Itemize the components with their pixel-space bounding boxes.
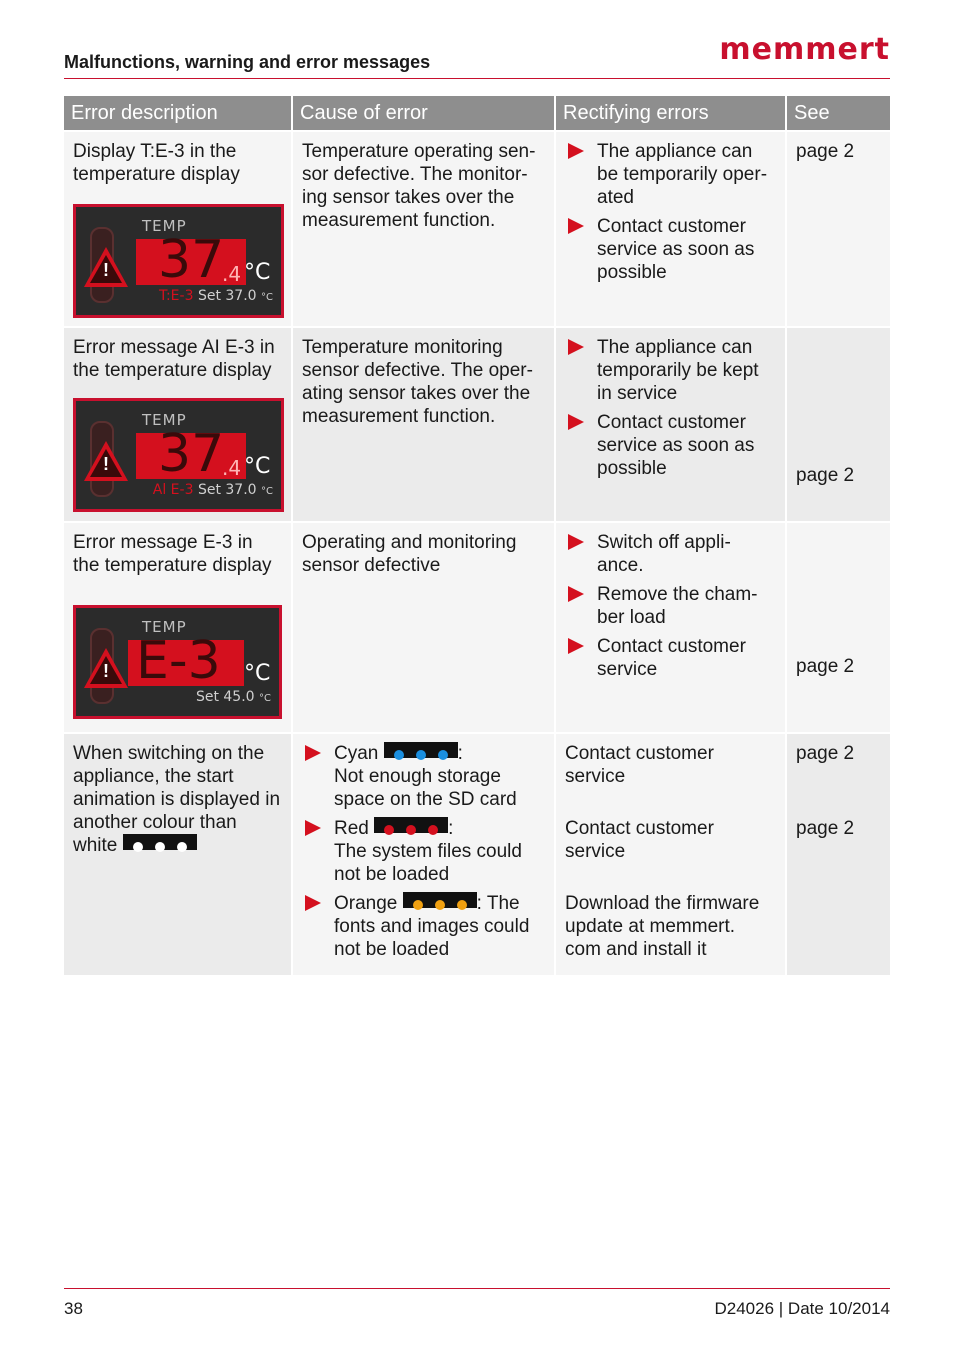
display-unit: °C bbox=[244, 454, 271, 479]
arrow-icon bbox=[305, 745, 321, 761]
document-info: D24026 | Date 10/2014 bbox=[714, 1299, 890, 1318]
cause-cell: Operating and monitoring sensor defective bbox=[293, 521, 556, 732]
display-unit: °C bbox=[244, 661, 271, 686]
page-footer bbox=[64, 1288, 890, 1318]
cause-item-red: Red : The system files could not be loaded bbox=[302, 817, 545, 886]
see-cell: page 2 bbox=[787, 326, 890, 521]
column-header: Rectifying errors bbox=[556, 96, 787, 130]
red-dots-icon bbox=[374, 817, 448, 833]
arrow-icon bbox=[305, 895, 321, 911]
display-label: TEMP bbox=[142, 618, 187, 636]
step-item: Contact customer service as soon as possible bbox=[565, 215, 776, 284]
set-value: Set 37.0 bbox=[197, 482, 257, 498]
step-item: The appliance can be temporarily oper-ated bbox=[565, 140, 776, 209]
display-value: 37 bbox=[158, 230, 225, 290]
display-label: TEMP bbox=[142, 217, 187, 235]
display-footer bbox=[159, 285, 273, 309]
remedy-text: Contact customer service bbox=[565, 743, 714, 787]
display-decimal: .4 bbox=[222, 262, 242, 286]
error-description-cell bbox=[64, 326, 293, 521]
temperature-display: ! TEMP 37 .4 °C T:E-3 Set 37.0 °C bbox=[73, 204, 284, 318]
rectify-cell bbox=[556, 326, 787, 521]
table-row bbox=[64, 326, 890, 521]
arrow-icon bbox=[568, 534, 584, 550]
cause-item-cyan: Cyan : Not enough storage space on the SD card bbox=[302, 742, 545, 811]
see-cell: page 2 page 2 bbox=[787, 732, 890, 975]
orange-dots-icon bbox=[403, 892, 477, 908]
set-unit: °C bbox=[261, 292, 273, 303]
table-row bbox=[64, 732, 890, 975]
display-unit: °C bbox=[244, 260, 271, 285]
table-row bbox=[64, 521, 890, 732]
error-code: Al E-3 bbox=[152, 482, 194, 498]
error-description: Error message AI E-3 in the temperature display bbox=[73, 337, 275, 381]
arrow-icon bbox=[568, 414, 584, 430]
error-table bbox=[64, 96, 890, 975]
page-number: 38 bbox=[64, 1299, 83, 1318]
column-header: Cause of error bbox=[293, 96, 556, 130]
step-item: Remove the cham-ber load bbox=[565, 583, 776, 629]
arrow-icon bbox=[568, 339, 584, 355]
table-row bbox=[64, 130, 890, 326]
rectify-cell bbox=[556, 521, 787, 732]
page-header bbox=[64, 32, 890, 79]
memmert-logo: memmert bbox=[719, 32, 890, 67]
see-cell: page 2 bbox=[787, 130, 890, 326]
error-description-cell bbox=[64, 732, 293, 975]
temperature-display: ! TEMP E-3 °C Set 45.0 °C bbox=[73, 605, 282, 719]
table-header-row bbox=[64, 96, 890, 130]
step-item: Contact customer service as soon as possible bbox=[565, 411, 776, 480]
arrow-icon bbox=[568, 143, 584, 159]
cause-cell: Temperature monitoring sensor defective. The oper-ating sensor takes over the measurement function. bbox=[293, 326, 556, 521]
column-header: See bbox=[787, 96, 890, 130]
display-value: E-3 bbox=[136, 631, 221, 691]
set-unit: °C bbox=[261, 486, 273, 497]
error-description-cell bbox=[64, 130, 293, 326]
error-description: When switching on the appliance, the start animation is displayed in another colour than white bbox=[73, 743, 281, 856]
remedy-text: Download the firmware update at memmert. com and install it bbox=[565, 893, 760, 960]
remedy-text: Contact customer service bbox=[565, 818, 714, 862]
display-footer bbox=[153, 479, 273, 503]
error-description: Display T:E-3 in the temperature display bbox=[73, 141, 240, 185]
section-title: Malfunctions, warning and error messages bbox=[64, 52, 431, 72]
cause-cell: Temperature operating sen-sor defective. The monitor-ing sensor takes over the measurement function. bbox=[293, 130, 556, 326]
cyan-dots-icon bbox=[384, 742, 458, 758]
see-cell: page 2 bbox=[787, 521, 890, 732]
set-unit: °C bbox=[259, 693, 271, 704]
arrow-icon bbox=[568, 218, 584, 234]
white-dots-icon bbox=[123, 834, 197, 850]
rectify-cell bbox=[556, 130, 787, 326]
set-value: Set 37.0 bbox=[197, 288, 257, 304]
cause-item-orange: Orange : The fonts and images could not be loaded bbox=[302, 892, 545, 961]
step-item: The appliance can temporarily be kept in service bbox=[565, 336, 776, 405]
display-label: TEMP bbox=[142, 411, 187, 429]
cause-cell bbox=[293, 732, 556, 975]
rectify-cell bbox=[556, 732, 787, 975]
step-item: Switch off appli-ance. bbox=[565, 531, 776, 577]
arrow-icon bbox=[305, 820, 321, 836]
arrow-icon bbox=[568, 586, 584, 602]
temperature-display: ! TEMP 37 .4 °C Al E-3 Set 37.0 °C bbox=[73, 398, 284, 512]
display-footer bbox=[196, 686, 271, 710]
display-decimal: .4 bbox=[222, 456, 242, 480]
error-description: Error message E-3 in the temperature display bbox=[73, 532, 272, 576]
error-code: T:E-3 bbox=[158, 288, 194, 304]
error-description-cell bbox=[64, 521, 293, 732]
step-item: Contact customer service bbox=[565, 635, 776, 681]
display-value: 37 bbox=[158, 424, 225, 484]
arrow-icon bbox=[568, 638, 584, 654]
set-value: Set 45.0 bbox=[195, 689, 255, 705]
column-header: Error description bbox=[64, 96, 293, 130]
